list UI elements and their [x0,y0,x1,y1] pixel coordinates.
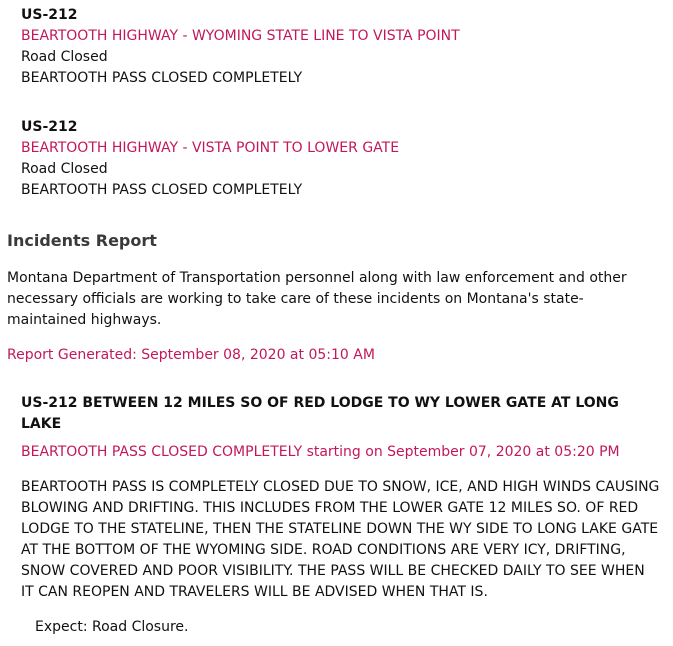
incident-title: US-212 BETWEEN 12 MILES SO OF RED LODGE TO WY LOWER GATE AT LONG LAKE [21,395,619,432]
road-status-entry [21,117,399,201]
road-description: BEARTOOTH PASS CLOSED COMPLETELY [21,182,303,198]
segment-link[interactable]: BEARTOOTH HIGHWAY - VISTA POINT TO LOWER GATE [21,140,400,156]
incidents-intro-text: Montana Department of Transportation personnel along with law enforcement and other necessary officials are working to take care of these incidents on Montana's state-maintained highways. [7,270,627,328]
segment-link[interactable]: BEARTOOTH HIGHWAY - WYOMING STATE LINE TO VISTA POINT [21,28,460,44]
route-name: US-212 [21,7,78,23]
road-status-entry [21,5,460,89]
road-condition: Road Closed [21,49,108,65]
incident-status-link[interactable]: BEARTOOTH PASS CLOSED COMPLETELY starting on September 07, 2020 at 05:20 PM [21,444,620,460]
report-generated-timestamp: Report Generated: September 08, 2020 at 05:10 AM [7,347,375,363]
incident-expectation: Expect: Road Closure. [35,619,189,635]
route-name: US-212 [21,119,78,135]
road-condition: Road Closed [21,161,108,177]
incident-entry [21,393,661,638]
incident-description: BEARTOOTH PASS IS COMPLETELY CLOSED DUE TO SNOW, ICE, AND HIGH WINDS CAUSING BLOWING AND DRIFTING. THIS INCLUDES FROM THE LOWER GATE 12 MILES SO. OF RED LODGE TO THE STATELINE, THEN THE STATELINE DOWN THE WY SIDE TO LONG LAKE GATE AT THE BOTTOM OF THE WYOMING SIDE. ROAD CONDITIONS ARE VERY ICY, DRIFTING, SNOW COVERED AND POOR VISIBILITY. THE PASS WILL BE CHECKED DAILY TO SEE WHEN IT CAN REOPEN AND TRAVELERS WILL BE ADVISED WHEN THAT IS. [21,479,660,600]
road-description: BEARTOOTH PASS CLOSED COMPLETELY [21,70,303,86]
incidents-report-heading: Incidents Report [7,231,157,250]
